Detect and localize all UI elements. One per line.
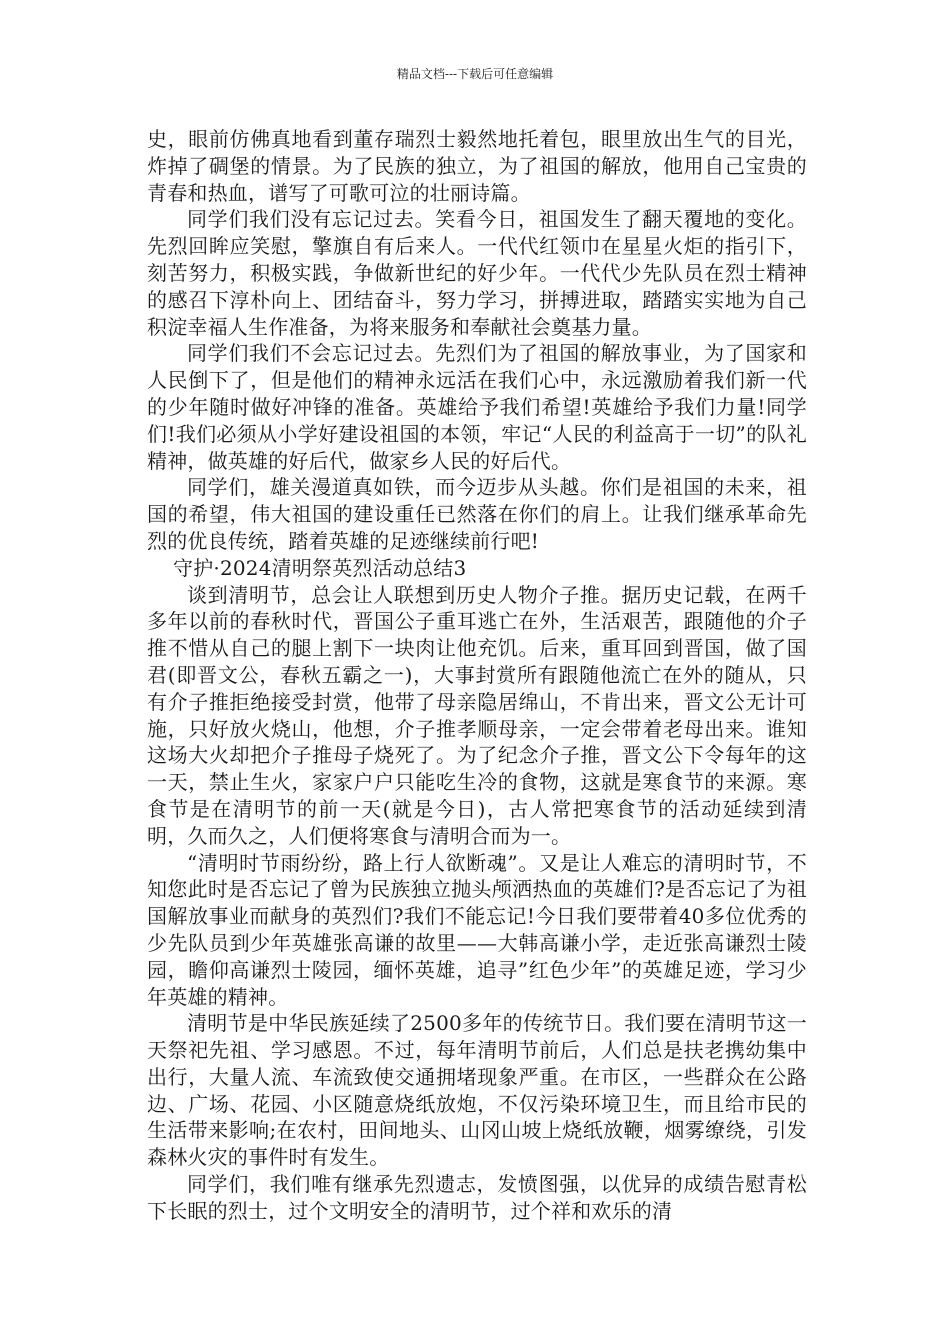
document-body — [147, 126, 807, 1225]
paragraph: 同学们我们没有忘记过去。笑看今日，祖国发生了翻天覆地的变化。先烈回眸应笑慰，擎旗自有后来人。一代代红领巾在星星火炬的指引下，刻苦努力，积极实践，争做新世纪的好少年。一代代少先队员在烈士精神的感召下淳朴向上、团结奋斗，努力学习，拼搏进取，踏踏实实地为自己积淀幸福人生作准备，为将来服务和奉献社会奠基力量。 — [147, 207, 807, 339]
paragraph-continuation: 史，眼前仿佛真地看到董存瑞烈士毅然地托着包，眼里放出生气的目光，炸掉了碉堡的情景。为了民族的独立，为了祖国的解放，他用自己宝贵的青春和热血，谱写了可歌可泣的壮丽诗篇。 — [147, 127, 807, 205]
paragraph: 同学们我们不会忘记过去。先烈们为了祖国的解放事业，为了国家和人民倒下了，但是他们的精神永远活在我们心中，永远激励着我们新一代的少年随时做好冲锋的准备。英雄给予我们希望!英雄给予我们力量!同学们!我们必须从小学好建设祖国的本领，牢记“人民的利益高于一切”的队礼精神，做英雄的好后代，做家乡人民的好后代。 — [147, 341, 807, 473]
section-heading: 守护·2024清明祭英烈活动总结3 — [173, 555, 467, 580]
paragraph: “清明时节雨纷纷，路上行人欲断魂”。又是让人难忘的清明时节，不知您此时是否忘记了曾为民族独立抛头颅洒热血的英雄们?是否忘记了为祖国解放事业而献身的英烈们?我们不能忘记!今日我们要带着40多位优秀的少先队员到少年英雄张高谦的故里——大韩高谦小学，走近张高谦烈士陵园，瞻仰高谦烈士陵园，缅怀英雄，追寻”红色少年”的英雄足迹，学习少年英雄的精神。 — [147, 850, 807, 1009]
paragraph: 谈到清明节，总会让人联想到历史人物介子推。据历史记载，在两千多年以前的春秋时代，晋国公子重耳逃亡在外，生活艰苦，跟随他的介子推不惜从自己的腿上割下一块肉让他充饥。后来，重耳回到晋国，做了国君(即晋文公，春秋五霸之一)，大事封赏所有跟随他流亡在外的随从，只有介子推拒绝接受封赏，他带了母亲隐居绵山，不肯出来，晋文公无计可施，只好放火烧山，他想，介子推孝顺母亲，一定会带着老母出来。谁知这场大火却把介子推母子烧死了。为了纪念介子推，晋文公下令每年的这一天，禁止生火，家家户户只能吃生冷的食物，这就是寒食节的来源。寒食节是在清明节的前一天(就是今日)，古人常把寒食节的活动延续到清明，久而久之，人们便将寒食与清明合而为一。 — [147, 582, 807, 848]
paragraph: 清明节是中华民族延续了2500多年的传统节日。我们要在清明节这一天祭祀先祖、学习感恩。不过，每年清明节前后，人们总是扶老携幼集中出行，大量人流、车流致使交通拥堵现象严重。在市区，一些群众在公路边、广场、花园、小区随意烧纸放炮，不仅污染环境卫生，而且给市民的生活带来影响;在农村，田间地头、山冈山坡上烧纸放鞭，烟雾缭绕，引发森林火灾的事件时有发生。 — [147, 1011, 807, 1170]
page-header: 精品文档---下载后可任意编辑 — [396, 67, 554, 81]
paragraph: 同学们，雄关漫道真如铁，而今迈步从头越。你们是祖国的未来，祖国的希望，伟大祖国的建设重任已然落在你们的肩上。让我们继承革命先烈的优良传统，踏着英雄的足迹继续前行吧! — [147, 475, 807, 553]
paragraph: 同学们，我们唯有继承先烈遗志，发愤图强，以优异的成绩告慰青松下长眠的烈士，过个文明安全的清明节，过个祥和欢乐的清 — [147, 1172, 807, 1223]
